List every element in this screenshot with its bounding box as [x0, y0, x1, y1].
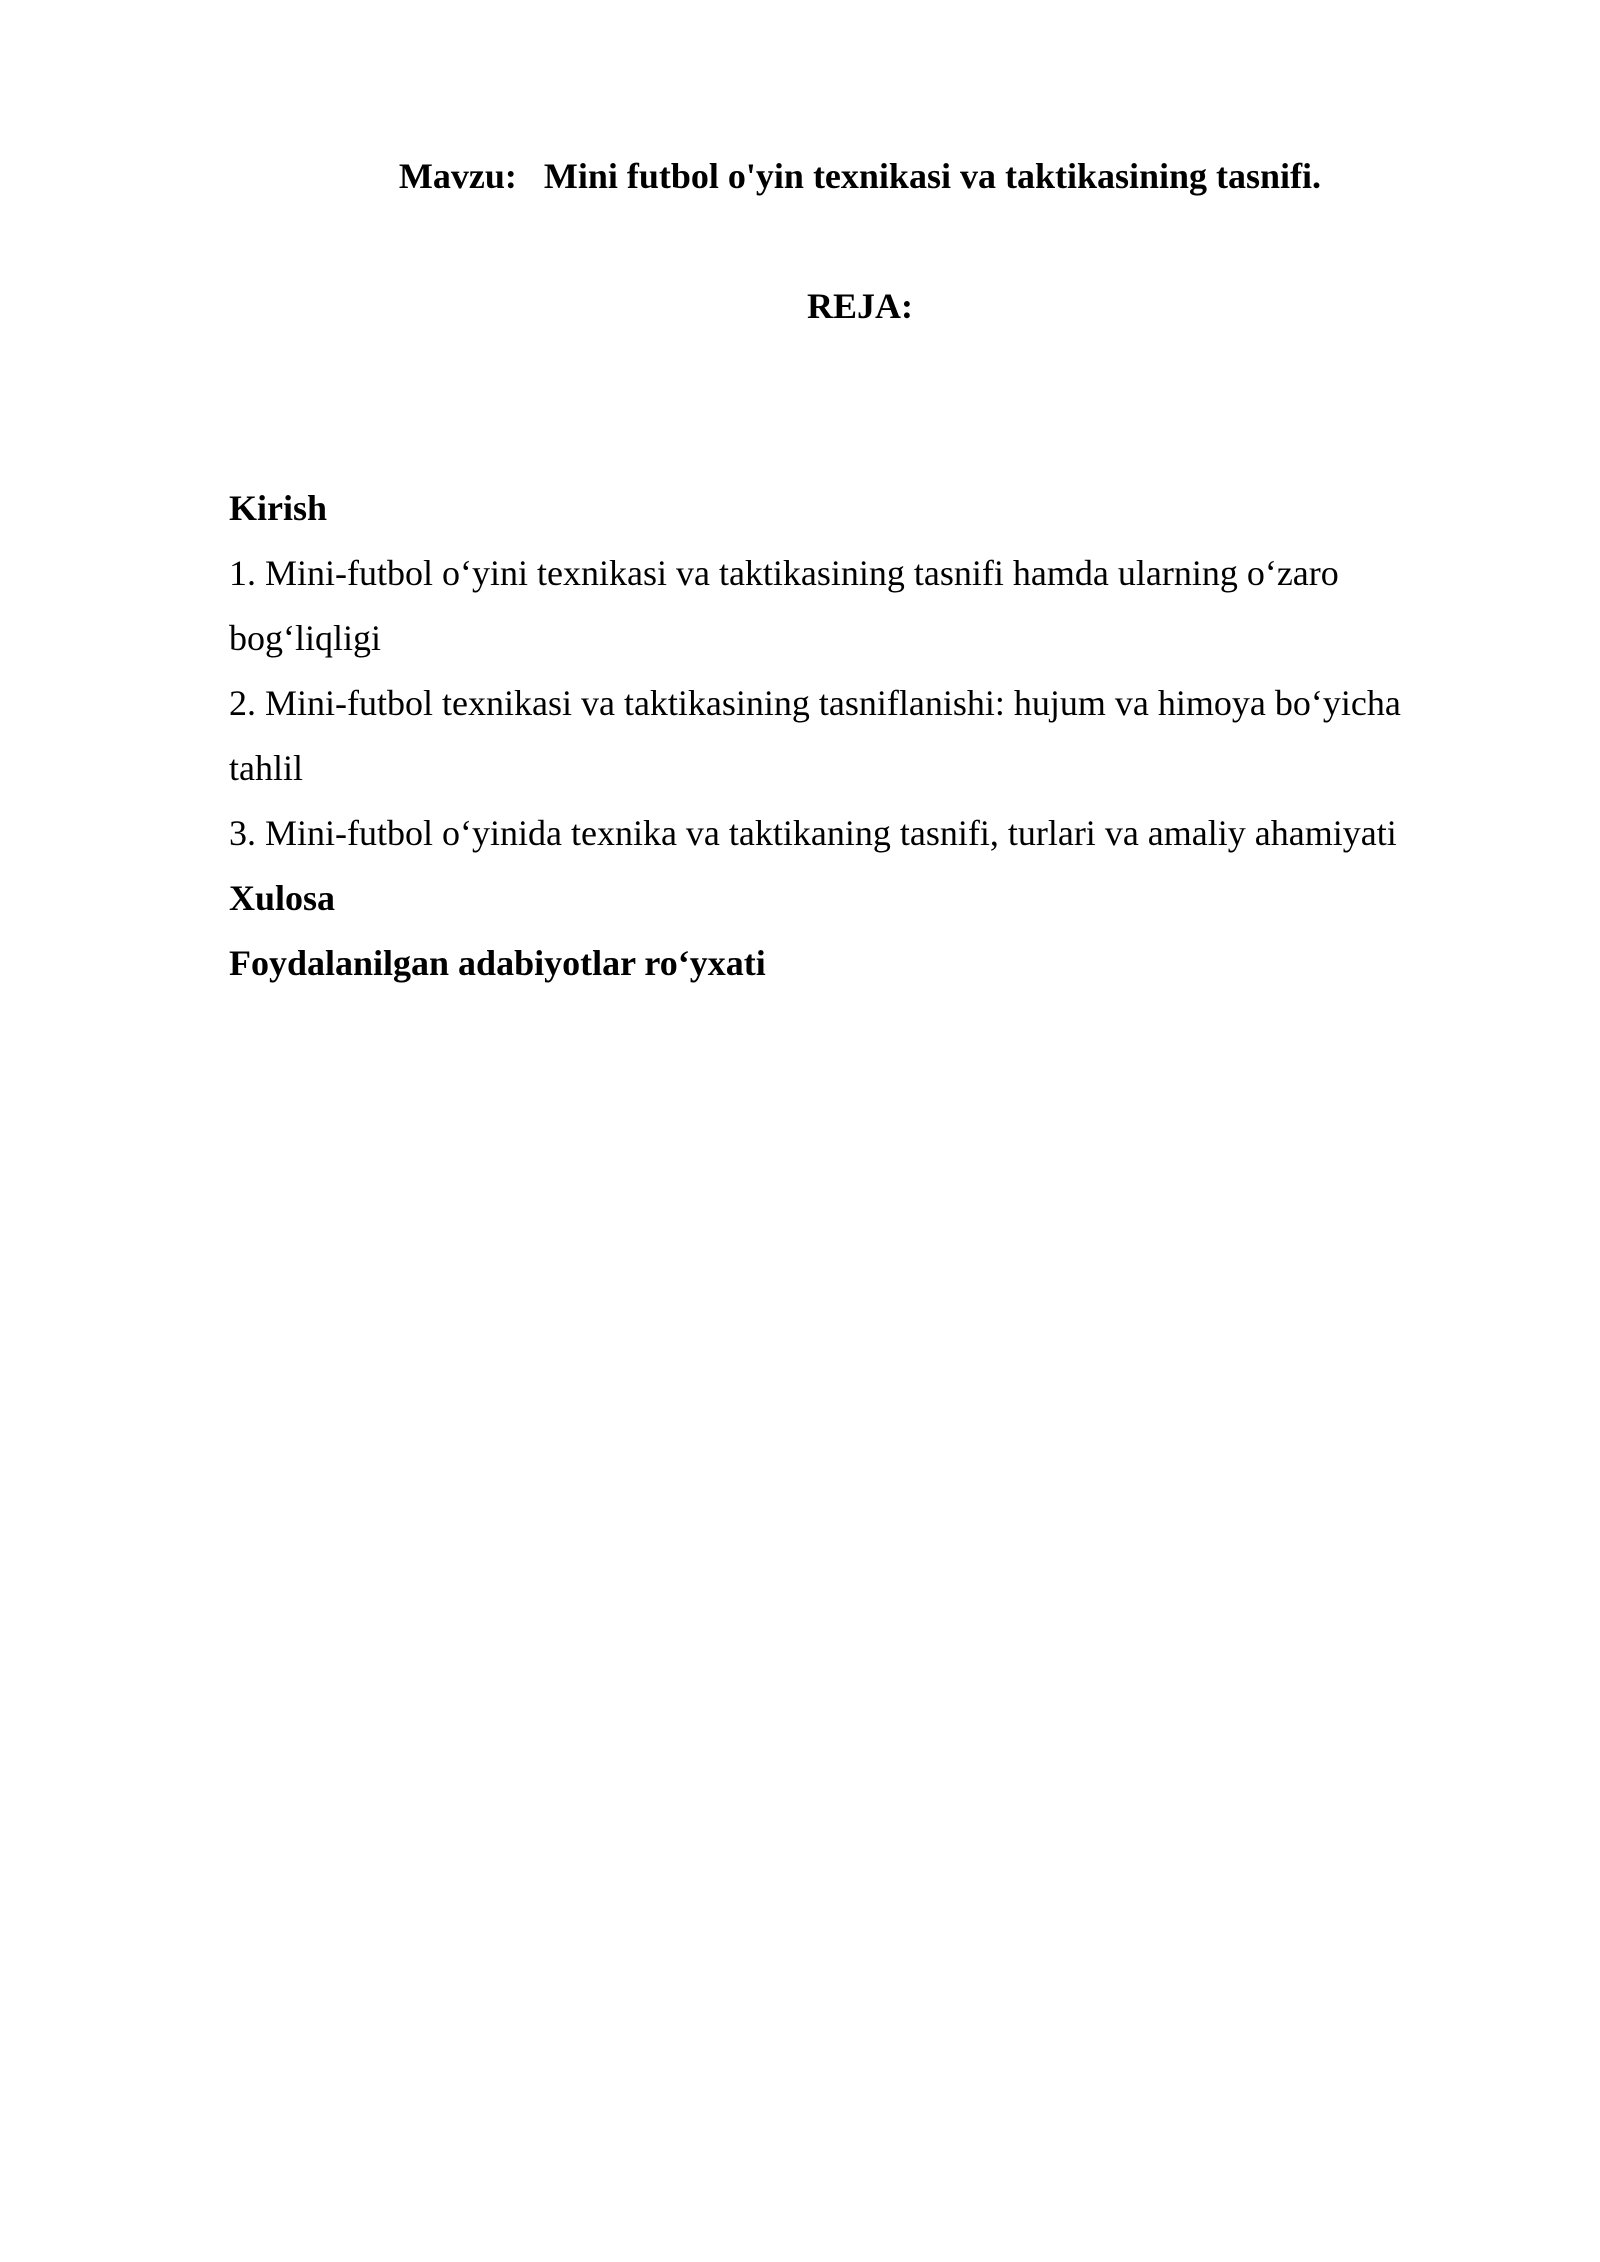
plan-heading: REJA: — [807, 286, 913, 326]
plan-list — [229, 476, 1469, 996]
plan-item-3: 3. Mini-futbol o‘yinida texnika va taktikaning tasnifi, turlari va amaliy ahamiyati — [229, 813, 1397, 853]
references-heading: Foydalanilgan adabiyotlar ro‘yxati — [229, 943, 766, 983]
plan-item-2: 2. Mini-futbol texnikasi va taktikasining tasniflanishi: hujum va himoya bo‘yicha tahlil — [229, 683, 1401, 788]
plan-item-1: 1. Mini-futbol o‘yini texnikasi va taktikasining tasnifi hamda ularning o‘zaro bog‘liqligi — [229, 553, 1339, 658]
conclusion-heading: Xulosa — [229, 878, 336, 918]
intro-heading: Kirish — [229, 488, 328, 528]
document-title: Mavzu: Mini futbol o'yin texnikasi va taktikasining tasnifi. — [398, 156, 1322, 196]
